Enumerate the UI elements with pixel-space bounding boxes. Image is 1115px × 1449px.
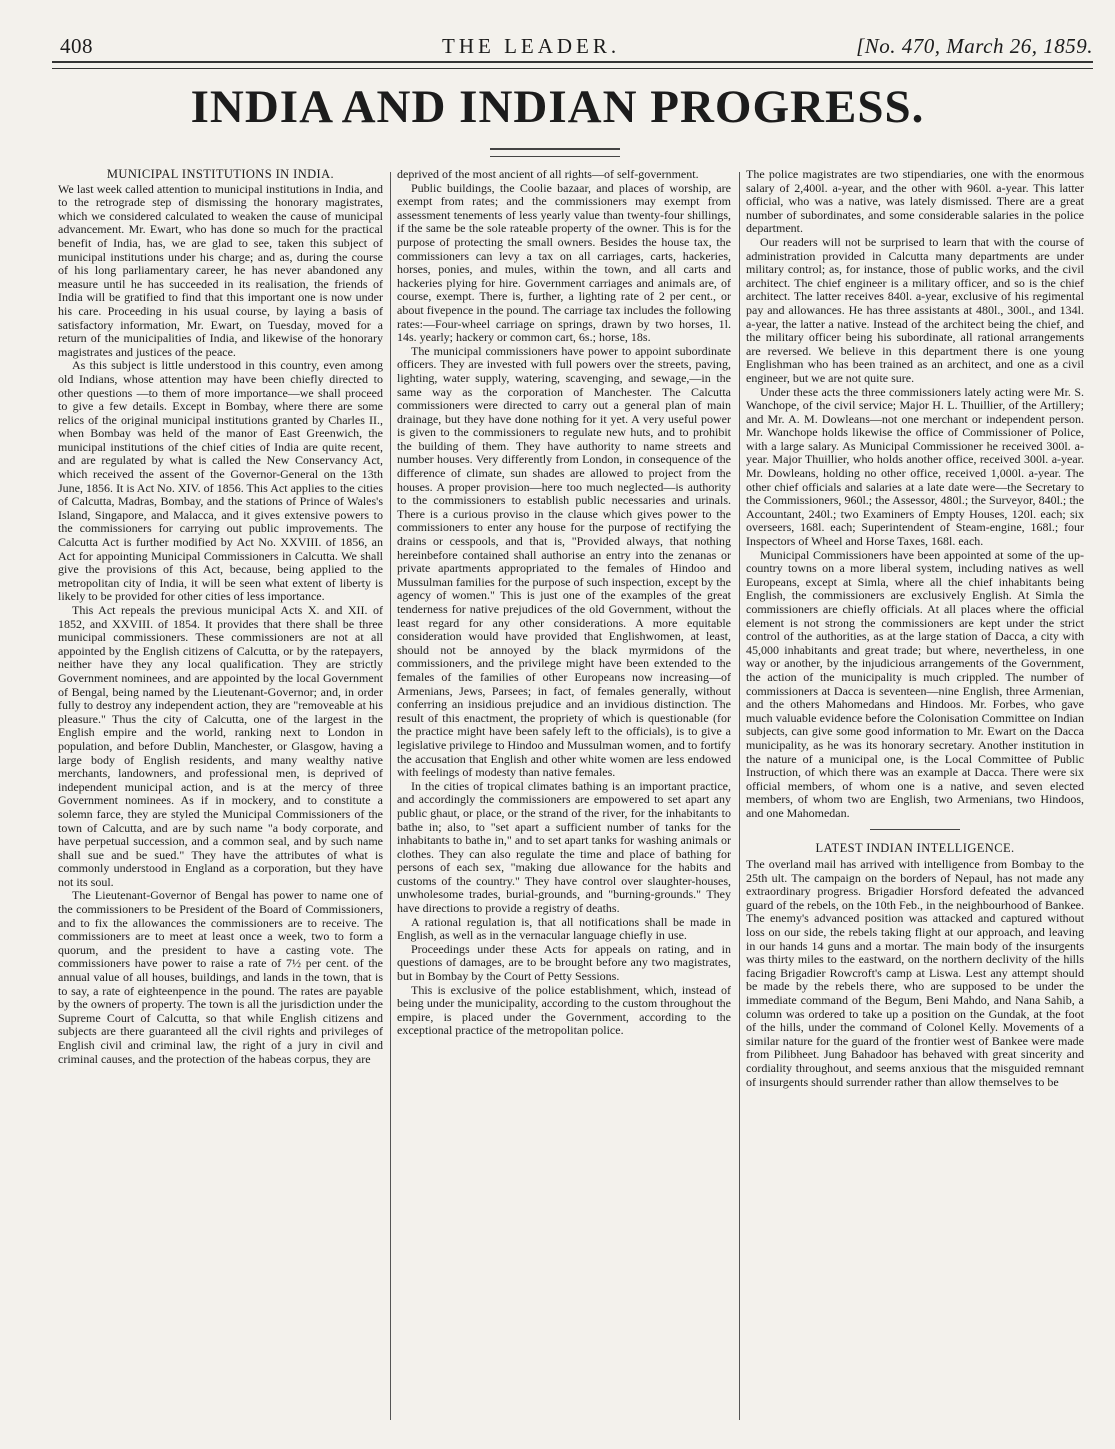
article-paragraph: This Act repeals the previous municipal Acts X. and XII. of 1852, and XXVIII. of 1854. It provides that there shall be three municipal commissioners. These commissioners are not at all appointed by the English citizens of Calcutta, or by the ratepayers, neither have they any local qualification. They are strictly Government nominees, and are appointed by the local Government of Bengal, being named by the Lieutenant-Governor; and, in order fully to destroy any independent action, they are "removeable at his pleasure." Thus the city of Calcutta, one of the largest in the English empire and the world, ranking next to London in population, and before Dublin, Manchester, or Glasgow, having a large body of English residents, and many wealthy native merchants, landowners, and professional men, is deprived of independent municipal action, and is at the mercy of three Government nominees. As if in mockery, and to constitute a solemn farce, they are styled the Municipal Commissioners of the town of Calcutta, and are by such name "a body corporate, and have perpetual succession, and a common seal, and by such name shall sue and be sued." They have the attributes of what is commonly understood in England as a corporation, but they have not its soul.: [58, 603, 383, 889]
article-paragraph: The police magistrates are two stipendiaries, one with the enormous salary of 2,400l. a-year, and the other with 960l. a-year. This latter official, who was a native, was lately dismissed. There are a great number of subordinates, and some considerable salaries in the police department.: [746, 168, 1084, 236]
paper-name: THE LEADER.: [442, 34, 621, 58]
column-2: [397, 168, 731, 1430]
article-paragraph: This is exclusive of the police establishment, which, instead of being under the municipality, according to the custom throughout the empire, is placed under the Government, according to the exceptional practice of the metropolitan police.: [397, 982, 731, 1038]
column-1: [58, 168, 383, 1430]
masthead: [52, 34, 1093, 64]
article-heading: MUNICIPAL INSTITUTIONS IN INDIA.: [106, 168, 335, 181]
article-paragraph: In the cities of tropical climates bathing is an important practice, and accordingly the commissioners are empowered to set apart any public ghaut, or place, or the strand of the river, for the inhabitants to bathe in; also, to "set apart a sufficient number of tanks for the inhabitants to bathe in," and to set apart tanks for washing animals or clothes. They can also regulate the time and place of bathing for persons of each sex, "making due allowance for the habits and customs of the country." They have control over slaughter-houses, unwholesome trades, burial-grounds, and "burning-grounds." They have directions to provide a registry of deaths.: [397, 778, 731, 916]
article-paragraph: Under these acts the three commissioners lately acting were Mr. S. Wanchope, of the civil service; Major H. L. Thuillier, of the Artillery; and Mr. A. M. Dowleans—not one merchant or independent person. Mr. Wanchope holds likewise the office of Commissioner of Police, with a large salary. As Municipal Commissioner he received 300l. a-year. Major Thuillier, who holds another office, received 300l. a-year. Mr. Dowleans, holding no other office, received 1,000l. a-year. The other chief officials and salaries at a late date were—the Secretary to the Commissioners, 960l.; the Assessor, 480l.; the Surveyor, 840l.; the Accountant, 240l.; two Examiners of Empty Houses, 120l. each; six overseers, 168l. each; Superintendent of Steam-engine, 168l.; four Inspectors of Wheel and Horse Taxes, 168l. each.: [746, 384, 1084, 549]
article-paragraph: A rational regulation is, that all notifications shall be made in English, as well as in the vernacular language chiefly in use.: [397, 914, 731, 943]
column-3: [746, 168, 1084, 1430]
article-paragraph: The overland mail has arrived with intelligence from Bombay to the 25th ult. The campaign on the borders of Nepaul, has not made any extraordinary progress. Brigadier Horsford defeated the advanced guard of the rebels, on the 10th Feb., in the neighbourhood of Bankee. The enemy's advanced position was attacked and captured without loss on our side, the rebels taking flight at our approach, and leaving in our hands 14 guns and a mortar. The main body of the insurgents was thirty miles to the eastward, on the northern declivity of the hills facing Brigadier Rowcroft's camp at Liswa. Lest any attempt should be made by the rebels there, who are supposed to be under the immediate command of the Begum, Beni Mahdo, and Nana Sahib, a column was ordered to take up a position on the Gundak, at the foot of the hills, under the command of Colonel Kelly. Movements of a similar nature for the guard of the frontier west of Bankee were made from Pilibheet. Jung Bahadoor has behaved with great sincerity and cordiality throughout, and seems anxious that the misguided remnant of insurgents should surrender rather than allow themselves to be: [746, 857, 1084, 1089]
page-number: 408: [60, 34, 93, 58]
article-paragraph: Proceedings under these Acts for appeals on rating, and in questions of damages, are to be brought before any two magistrates, but in Bombay by the Court of Petty Sessions.: [397, 941, 731, 984]
article-paragraph: Our readers will not be surprised to learn that with the course of administration provided in Calcutta many departments are under military control; as, for instance, those of public works, and the civil architect. The chief engineer is a military officer, and so is the chief architect. The latter receives 840l. a-year, exclusive of his regimental pay and allowances. He has three assistants at 480l., 300l., and 134l. a-year, the latter a native. Instead of the architect being the chief, and the military officer being his subordinate, all rational arrangements are reversed. We believe in this department there is one young Englishman who has been trained as an architect, and one as a civil engineer, but we are not quite sure.: [746, 234, 1084, 385]
column-divider: [739, 172, 740, 1420]
article-paragraph: We last week called attention to municipal institutions in India, and to the retrograde step of dismissing the honorary magistrates, which we considered calculated to weaken the cause of municipal advancement. Mr. Ewart, who has done so much for the practical benefit of India, has, we are glad to see, taken this subject of municipal institutions under his charge; and as, during the course of his long parliamentary career, he has never abandoned any measure until he has succeeded in its realisation, the friends of India will be gratified to find that this important one is now under his care. Proceeding in his usual course, by laying a basis of satisfactory information, Mr. Ewart, on Tuesday, moved for a return of the municipalities of India, and likewise of the honorary magistrates and justices of the peace.: [58, 181, 383, 359]
page-title: INDIA AND INDIAN PROGRESS.: [190, 81, 925, 133]
article-paragraph: The Lieutenant-Governor of Bengal has power to name one of the commissioners to be President of the Board of Commissioners, and to fix the allowances the commissioners are to receive. The commissioners are to meet at least once a week, two to form a quorum, and the president to have a casting vote. The commissioners have power to raise a rate of 7½ per cent. of the annual value of all houses, buildings, and lands in the town, that is to say, a rate of eighteenpence in the pound. The rates are payable by the owners of property. The town is all the jurisdiction under the Supreme Court of Calcutta, so that while English citizens and subjects are there guaranteed all the civil rights and privileges of English civil and criminal law, the right of a jury in civil and criminal causes, and the protection of the habeas corpus, they are: [58, 888, 383, 1066]
article-paragraph: As this subject is little understood in this country, even among old Indians, whose attention may have been chiefly directed to other questions —to them of more importance—we shall proceed to give a few details. Except in Bombay, where there are some relics of the original municipal institutions granted by Charles II., when Bombay was held of the manor of East Greenwich, the municipal institutions of the chief cities of India are quite recent, and are regulated by what is called the New Conservancy Act, which received the assent of the Governor-General on the 13th June, 1856. It is Act No. XIV. of 1856. This Act applies to the cities of Calcutta, Madras, Bombay, and the stations of Prince of Wales's Island, Singapore, and Malacca, and it gives extensive powers to the commissioners for carrying out public improvements. The Calcutta Act is further modified by Act No. XXVIII. of 1856, an Act for appointing Municipal Commissioners in Calcutta. We shall give the provisions of this Act, because, being applied to the metropolitan city of India, it will be seen what extent of liberty is likely to be provided for other cities of less importance.: [58, 358, 383, 604]
article-paragraph: The municipal commissioners have power to appoint subordinate officers. They are invested with full powers over the streets, paving, lighting, water supply, watering, scavenging, and sewage,—in the same way as the corporation of Manchester. The Calcutta commissioners were directed to carry out a general plan of main drainage, but they have done nothing for it yet. A very useful power is given to the commissioners to regulate new huts, and to prohibit the building of them. They have authority to name streets and number houses. Very differently from London, in consequence of the difference of climate, sun shades are allowed to project from the houses. A proper provision—here too much neglected—is authority to the commissioners to establish public necessaries and urinals. There is a curious proviso in the clause which gives power to the commissioners to enter any house for the purpose of rectifying the drains or cesspools, and that is, "Provided always, that nothing hereinbefore contained shall authorise an entry into the zenanas or private apartments appropriated to the females of Hindoo and Mussulman families for the purpose of such inspection, except by the agency of women." This is just one of the examples of the great tenderness for native prejudices of the old Government, without the least regard for any other considerations. A more equitable consideration would have provided that Englishwomen, at least, should not be annoyed by the black myrmidons of the commissioners, and the privilege might have been extended to the females of the families of other Europeans now increasing—of Armenians, Jews, Parsees; in fact, of females generally, without conferring an insidious prejudice and an invidious distinction. The result of this enactment, the propriety of which is questionable (for the practice might have been safely left to the officials), is to give a legislative privilege to Hindoo and Mussulman women, and to fortify the accusation that English and other white women are less endowed with feelings of modesty than native females.: [397, 343, 731, 780]
article-paragraph: deprived of the most ancient of all rights—of self-government.: [397, 168, 699, 181]
article-heading: LATEST INDIAN INTELLIGENCE.: [815, 840, 1015, 855]
article-paragraph: Municipal Commissioners have been appointed at some of the up-country towns on a more liberal system, including natives as well Europeans, except at Simla, where all the chief inhabitants being English, the commissioners are exclusively English. At Simla the commissioners are chiefly officials. At all places where the official element is not strong the commissioners are kept under the strict control of the authorities, as at the large station of Dacca, a city with 45,000 inhabitants and great trade; but where, nevertheless, in one way or another, by the injudicious arrangements of the Government, the action of the municipality is much crippled. The number of commissioners at Dacca is seventeen—nine English, three Armenian, and the others Mahomedans and Hindoos. Mr. Forbes, who gave much valuable evidence before the Colonisation Committee on Indian subjects, can give some good information to Mr. Ewart on the Dacca municipality, as he was its honorary secretary. Another institution in the nature of a municipal one, is the Local Committee of Public Instruction, of which there was an example at Dacca. There were six official members, of whom one is a native, and seven elected members, of whom two are English, two Armenians, two Hindoos, and one Mahomedan.: [746, 547, 1084, 820]
title-ornament-rule: [490, 148, 620, 157]
article-paragraph: Public buildings, the Coolie bazaar, and places of worship, are exempt from rates; and the commissioners may exempt from assessment tenements of less yearly value than twenty-four shillings, if the same be the sole rateable property of the owner. This is for the purpose of protecting the small owners. Besides the house tax, the commissioners can levy a tax on all carriages, carts, hackeries, horses, ponies, and mules, within the town, and all carts and hackeries plying for hire. Government carriages and animals are, of course, exempt. There is, further, a lighting rate of 2 per cent., or about fivepence in the pound. The carriage tax includes the following rates:—Four-wheel carriage on springs, drawn by two horses, 1l. 14s. yearly; hackery or common cart, 6s.; horse, 18s.: [397, 180, 731, 345]
masthead-rule: [52, 61, 1093, 69]
issue-line: [No. 470, March 26, 1859.: [856, 34, 1093, 58]
column-divider: [390, 172, 391, 1420]
section-divider: [870, 829, 960, 830]
